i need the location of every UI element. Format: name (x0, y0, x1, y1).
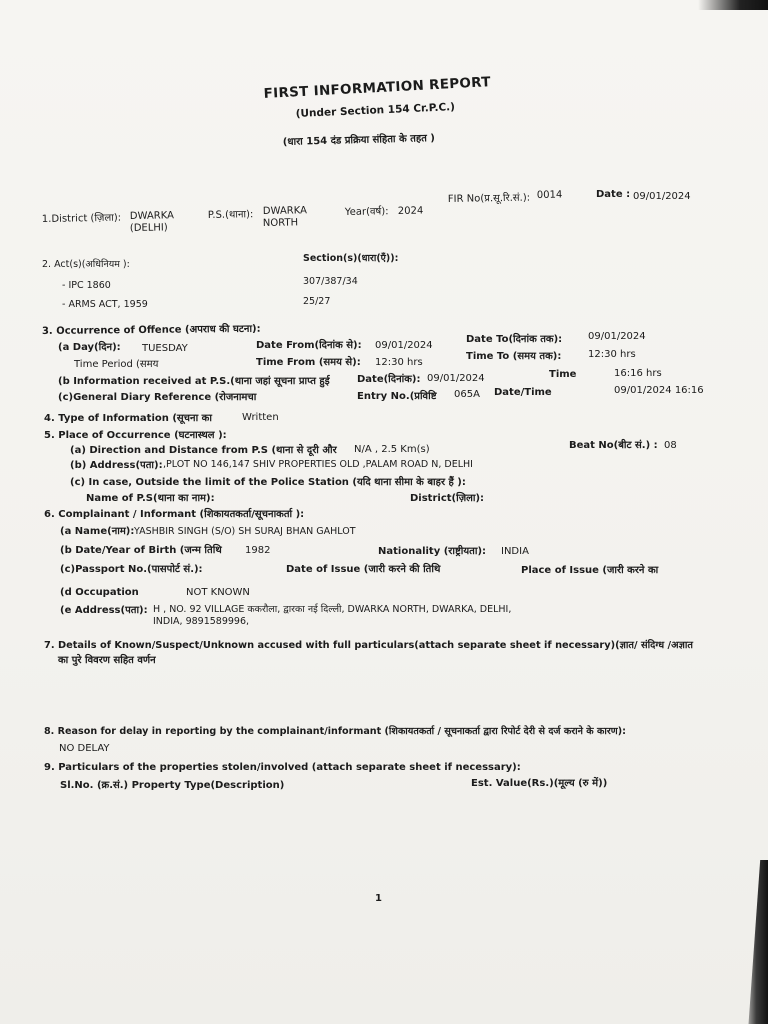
entry-value: 065A (454, 389, 480, 400)
acts-label: 2. Act(s)(अधिनियम ): (42, 259, 130, 270)
properties-col-description: Sl.No. (क्र.सं.) Property Type(Description) (60, 780, 285, 791)
date-label: Date : (596, 189, 631, 200)
section-1: 307/387/34 (303, 276, 358, 287)
beat-label: Beat No(बीट सं.) : (569, 440, 658, 451)
accused-details-label-2: का पुरे विवरण सहित वर्णन (58, 655, 156, 666)
complainant-label: 6. Complainant / Informant (शिकायतकर्ता/सूचनाकर्ता ): (44, 509, 305, 520)
district-label: 1.District (ज़िला): (41, 212, 122, 226)
page-number: 1 (375, 893, 382, 904)
address-value: ,PLOT NO 146,147 SHIV PROPERTIES OLD ,PALAM ROAD N, DELHI (163, 459, 473, 470)
info-time-label: Time (549, 369, 577, 380)
place-of-issue-label: Place of Issue (जारी करने का (521, 565, 659, 576)
accused-details-label: 7. Details of Known/Suspect/Unknown accused with full particulars(attach separate sheet if necessary)(ज्ञात/ संदिग्ध /अज्ञात (44, 640, 693, 651)
date-from-value: 09/01/2024 (375, 340, 433, 351)
delay-reason-value: NO DELAY (59, 743, 110, 754)
datetime-value: 09/01/2024 16:16 (614, 385, 704, 396)
time-from-value: 12:30 hrs (375, 357, 423, 368)
time-to-value: 12:30 hrs (588, 349, 636, 360)
info-time-value: 16:16 hrs (614, 368, 662, 379)
time-to-label: Time To (समय तक): (466, 351, 562, 362)
outside-label: (c) In case, Outside the limit of the Police Station (यदि थाना सीमा के बाहर हैं ): (70, 477, 466, 488)
ps-value: DWARKA (262, 205, 308, 218)
ps-value-2: NORTH (262, 217, 299, 230)
properties-col-value: Est. Value(Rs.)(मूल्य (रु में)) (471, 778, 608, 789)
complainant-address-label: (e Address(पता): (60, 605, 148, 616)
info-date-label: Date(दिनांक): (357, 374, 421, 385)
district-value: DWARKA (129, 210, 175, 223)
complainant-address-value: H , NO. 92 VILLAGE ककरौला, द्वारका नई दिल्ली, DWARKA NORTH, DWARKA, DELHI, (153, 604, 512, 615)
date-to-label: Date To(दिनांक तक): (466, 334, 563, 345)
complainant-name-label: (a Name(नाम): (60, 526, 135, 537)
nationality-value: INDIA (501, 546, 529, 557)
ps-name-label: Name of P.S(थाना का नाम): (86, 493, 215, 504)
occurrence-label: 3. Occurrence of Offence (अपराध की घटना): (41, 323, 261, 338)
info-received-label: (b Information received at P.S.(थाना जहां सूचना प्राप्त हुई (58, 376, 330, 387)
day-value: TUESDAY (142, 343, 188, 354)
time-from-label: Time From (समय से): (256, 357, 361, 368)
date-value: 09/01/2024 (633, 191, 691, 202)
act-2: - ARMS ACT, 1959 (62, 299, 148, 310)
direction-value: N/A , 2.5 Km(s) (354, 444, 430, 455)
date-of-issue-label: Date of Issue (जारी करने की तिथि (286, 564, 441, 575)
delay-reason-label: 8. Reason for delay in reporting by the complainant/informant (शिकायतकर्ता / सूचनाकर्ता द्वारा रिपोर्ट देरी से दर्ज कराने के कारण): (44, 726, 626, 737)
district-value-2: (DELHI) (129, 222, 168, 235)
entry-label: Entry No.(प्रविष्टि (357, 391, 437, 402)
info-type-label: 4. Type of Information (सूचना का (44, 413, 212, 424)
section-2: 25/27 (303, 296, 331, 307)
direction-label: (a) Direction and Distance from P.S (थाना से दूरी और (70, 445, 337, 456)
datetime-label: Date/Time (494, 387, 552, 398)
address-label: (b) Address(पता): (70, 460, 163, 471)
properties-label: 9. Particulars of the properties stolen/involved (attach separate sheet if necessary): (44, 762, 521, 773)
sections-label: Section(s)(धारा(एँ)): (303, 253, 399, 264)
ps-label: P.S.(थाना): (207, 209, 254, 222)
document-title: FIRST INFORMATION REPORT (263, 74, 492, 102)
year-value: 2024 (397, 205, 424, 218)
act-1: - IPC 1860 (62, 280, 111, 291)
date-to-value: 09/01/2024 (588, 331, 646, 342)
document-hindi-subtitle: (धारा 154 दंड प्रक्रिया संहिता के तहत ) (282, 133, 436, 149)
gd-label: (c)General Diary Reference (रोजनामचा (58, 392, 257, 403)
complainant-name-value: YASHBIR SINGH (S/O) SH SURAJ BHAN GAHLOT (134, 526, 356, 537)
beat-value: 08 (664, 440, 677, 451)
occupation-value: NOT KNOWN (186, 587, 250, 598)
passport-label: (c)Passport No.(पासपोर्ट सं.): (60, 564, 203, 575)
day-label: (a Day(दिन): (58, 342, 121, 353)
dob-value: 1982 (245, 545, 271, 556)
complainant-address-value-2: INDIA, 9891589996, (153, 616, 250, 627)
year-label: Year(वर्ष): (344, 206, 389, 219)
scan-shadow-top (698, 0, 768, 10)
place-label: 5. Place of Occurrence (घटनास्थल ): (44, 430, 227, 441)
outside-district-label: District(ज़िला): (410, 493, 485, 504)
occupation-label: (d Occupation (60, 587, 139, 598)
fir-value: 0014 (536, 189, 563, 202)
scan-shadow-edge (742, 860, 768, 1024)
info-type-value: Written (242, 412, 279, 423)
info-date-value: 09/01/2024 (427, 373, 485, 384)
nationality-label: Nationality (राष्ट्रीयता): (378, 546, 487, 557)
date-from-label: Date From(दिनांक से): (256, 340, 362, 351)
fir-label: FIR No(प्र.सू.रि.सं.): (447, 192, 531, 206)
document-subtitle: (Under Section 154 Cr.P.C.) (295, 101, 456, 120)
time-period-label: Time Period (समय (74, 359, 159, 370)
dob-label: (b Date/Year of Birth (जन्म तिथि (60, 545, 222, 556)
